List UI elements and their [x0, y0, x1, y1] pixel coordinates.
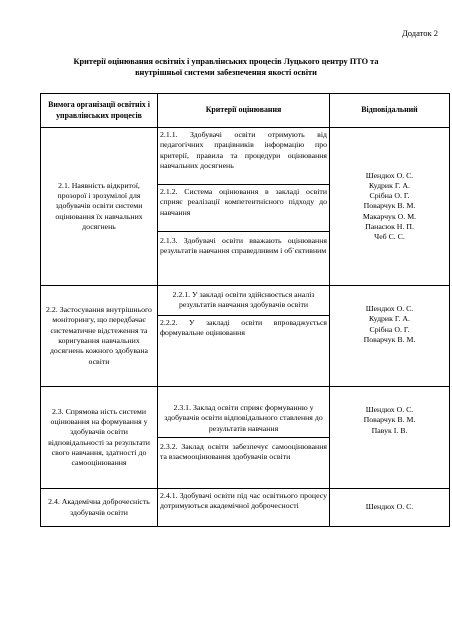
- responsible-name: Павук І. В.: [371, 425, 408, 435]
- responsible-name: Поварчук В. М.: [363, 334, 416, 344]
- title-line-2: внутрішньої системи забезпечення якості освіти: [135, 68, 317, 78]
- responsible-name: Шендюх О. С.: [365, 304, 414, 313]
- criteria-cell: [158, 286, 330, 387]
- responsible-name: Кудрик Г. А.: [369, 180, 410, 190]
- table-row: [41, 286, 450, 387]
- responsible-name: Кудрик Г. А.: [369, 314, 410, 324]
- criterion-item: 2.1.2. Система оцінювання в закладі освіти сприяє реалізації компетентнісного підходу до навчання: [158, 185, 329, 232]
- responsible-name: Срібна О. Г.: [369, 191, 410, 201]
- appendix-label: Додаток 2: [401, 28, 438, 38]
- requirement-cell: 2.3. Спрямова ність системи оцінювання на формування у здобувачів освіти відповідальності за результати свого навчання, здатності до самооцінювання: [41, 387, 158, 489]
- responsible-name: Поварчук В. М.: [363, 201, 416, 211]
- criterion-item: 2.3.1. Заклад освіти сприяє формуванню у здобувачів освіти відповідального ставлення до результатів навчання: [158, 387, 329, 438]
- responsible-cell: [330, 286, 450, 387]
- header-criteria: Критерії оцінювання: [158, 94, 330, 128]
- responsible-name: Шендюх О. С.: [365, 405, 414, 414]
- criterion-item: 2.3.2. Заклад освіти забезпечує самооцінювання та взаємооцінювання здобувачів освіти: [160, 442, 327, 462]
- responsible-name: Панасюк Н. П.: [365, 221, 414, 231]
- requirement-cell: 2.2. Застосування внутрішнього моніторингу, що передбачає систематичне відстеження та коригування навчальних досягнень кожного здобувана освіти: [41, 286, 158, 387]
- responsible-name: Поварчук В. М.: [363, 415, 416, 425]
- criteria-cell: [158, 128, 330, 286]
- responsible-name: Чеб С. С.: [374, 232, 405, 242]
- table-row: [41, 489, 450, 527]
- responsible-name: Шендюх О. С.: [365, 170, 414, 180]
- requirement-cell: 2.4. Академічна доброчесність здобувачів освіти: [41, 489, 158, 527]
- responsible-cell: [330, 489, 450, 527]
- title-line-1: Критерії оцінювання освітніх і управлінських процесів Луцького центру ПТО та: [73, 57, 379, 66]
- responsible-name: Макарчук О. М.: [362, 211, 417, 221]
- criterion-item: 2.4.1. Здобувачі освіти під час освітнього процесу дотримуються академічної доброчесності: [160, 491, 327, 511]
- criterion-item: 2.2.2. У закладі освіти впроваджується формувальне оцінювання: [160, 318, 327, 338]
- table-row: [41, 387, 450, 489]
- table-header-row: [41, 94, 450, 128]
- responsible-cell: [330, 128, 450, 286]
- criteria-cell: [158, 387, 330, 489]
- responsible-name: Срібна О. Г.: [369, 324, 410, 334]
- responsible-cell: [330, 387, 450, 489]
- requirement-cell: 2.1. Наявність відкритої, прозорої і зрозумілої для здобувачів освіти системи оцінювання їх навчальних досягнень: [41, 128, 158, 286]
- criterion-item: 2.1.1. Здобувачі освіти отримують від педагогічних працівників інформацію про критерії, правила та процедури оцінювання навчальних досягнень: [158, 128, 329, 185]
- criterion-item: 2.1.3. Здобувачі освіти вважають оцінювання результатів навчання справедливим і об`єктивним: [160, 236, 327, 256]
- criteria-cell: [158, 489, 330, 527]
- table-row: [41, 128, 450, 286]
- document-title: [40, 56, 412, 78]
- responsible-name: Шендюх О. С.: [365, 502, 414, 512]
- header-responsible: Відповідальний: [330, 94, 450, 128]
- criterion-item: 2.2.1. У закладі освіти здійснюється аналіз результатів навчання здобувачів освіти: [158, 286, 329, 316]
- header-requirement: Вимога організації освітніх і управлінських процесів: [41, 94, 158, 128]
- criteria-table: [40, 93, 450, 527]
